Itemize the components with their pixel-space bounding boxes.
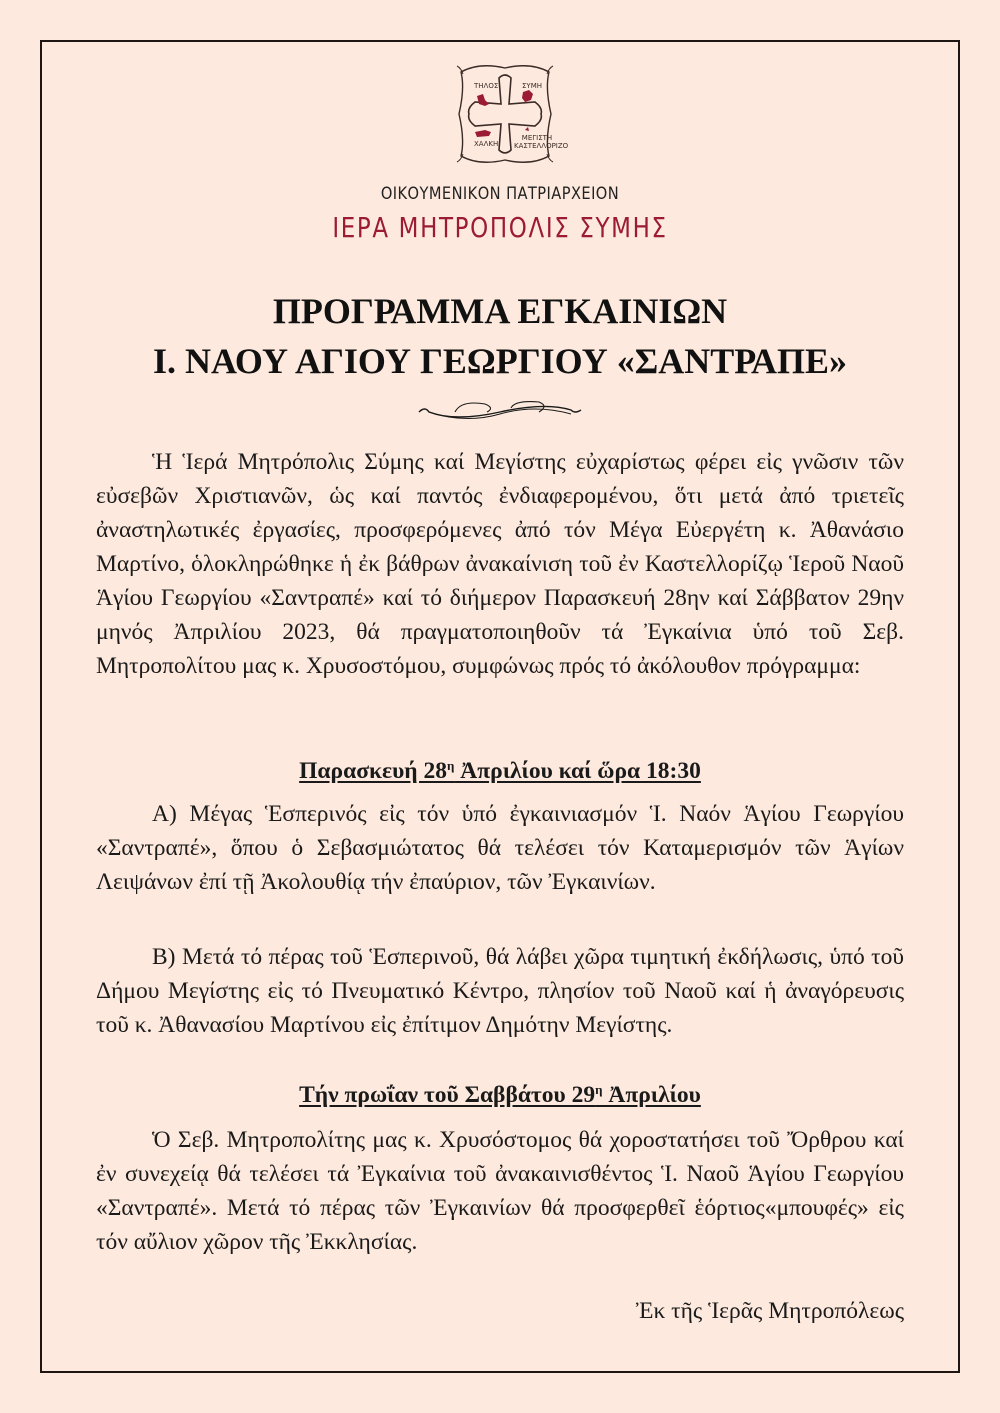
section2-heading <box>0 1082 1000 1109</box>
section2-text: Ὁ Σεβ. Μητροπολίτης μας κ. Χρυσόστομος θά χοροστατήσει τοῦ Ὄρθρου καί ἐν συνεχείᾳ θά τελέσει τά Ἐγκαίνια τοῦ ἀνακαινισθέντος Ἱ. Ναοῦ Ἁγίου Γεωργίου «Σαντραπέ». Μετά τό πέρας τῶν Ἐγκαινίων θά προσφερθεῖ ἑόρτιος«μπουφές» εἰς τόν αὔλιον χῶρον τῆς Ἐκκλησίας. <box>96 1127 904 1255</box>
flourish-divider-icon <box>415 396 585 424</box>
section1-heading <box>0 758 1000 785</box>
document-title-line1: ΠΡΟΓΡΑΜΜΑ ΕΓΚΑΙΝΙΩΝ <box>272 291 728 331</box>
section2-heading-text: Τήν πρωΐαν τοῦ Σαββάτου 29 <box>299 1082 596 1108</box>
emblem-label: ΤΗΛΟΣ <box>474 82 499 90</box>
emblem-label: ΜΕΓΙΣΤΗ ΚΑΣΤΕΛΛΟΡΙΖΟ <box>514 134 569 150</box>
item-b-text: Β) Μετά τό πέρας τοῦ Ἑσπερινοῦ, θά λάβει χῶρα τιμητική ἐκδήλωσις, ὑπό τοῦ Δήμου Μεγίστης εἰς τό Πνευματικό Κέντρο, πλησίον τοῦ Ναοῦ καί ἡ ἀναγόρευσις τοῦ κ. Ἀθανασίου Μαρτίνου εἰς ἐπίτιμον Δημότην Μεγίστης. <box>96 944 904 1038</box>
patriarchate-name: ΟΙΚΟΥΜΕΝΙΚΟΝ ΠΑΤΡΙΑΡΧΕΙΟΝ <box>380 184 620 204</box>
section2-heading-text-post: Ἀπριλίου <box>602 1082 701 1108</box>
section1-item-a <box>96 797 904 899</box>
section1-heading-sup: η <box>447 758 455 773</box>
intro-paragraph <box>96 445 904 683</box>
emblem-label: ΣΥΜΗ <box>522 82 543 90</box>
item-a-text: Α) Μέγας Ἑσπερινός εἰς τόν ὑπό ἐγκαινιασμόν Ἱ. Ναόν Ἁγίου Γεωργίου «Σαντραπέ», ὅπου ὁ Σεβασμιώτατος θά τελέσει τόν Καταμερισμόν τῶν Ἁγίων Λειψάνων ἐπί τῇ Ἀκολουθίᾳ τήν ἐπαύριον, τῶν Ἐγκαινίων. <box>96 801 904 895</box>
emblem-label: ΧΑΛΚΗ <box>474 140 499 148</box>
section1-heading-text: Παρασκευή 28 <box>299 758 448 784</box>
section2-heading-sup: η <box>595 1082 603 1097</box>
section1-item-b <box>96 940 904 1042</box>
document-title-line2: Ι. ΝΑΟΥ ΑΓΙΟΥ ΓΕΩΡΓΙΟΥ «ΣΑΝΤΡΑΠΕ» <box>153 341 847 381</box>
metropolis-name: ΙΕΡΑ ΜΗΤΡΟΠΟΛΙΣ ΣΥΜΗΣ <box>332 211 668 244</box>
signature: Ἐκ τῆς Ἱερᾶς Μητροπόλεως <box>635 1298 904 1324</box>
intro-text: Ἡ Ἱερά Μητρόπολις Σύμης καί Μεγίστης εὐχαρίστως φέρει εἰς γνῶσιν τῶν εὐσεβῶν Χριστιανῶν, ὡς καί παντός ἐνδιαφερομένου, ὅτι μετά ἀπό τριετεῖς ἀναστηλωτικές ἐργασίες, προσφερόμενες ἀπό τόν Μέγα Εὐεργέτη κ. Ἀθανάσιο Μαρτίνο, ὁλοκληρώθηκε ἡ ἐκ βάθρων ἀνακαίνιση τοῦ ἐν Καστελλορίζῳ Ἱεροῦ Ναοῦ Ἁγίου Γεωργίου «Σαντραπέ» καί τό διήμερον Παρασκευή 28ην καί Σάββατον 29ην μηνός Ἀπριλίου 2023, θά πραγματοποιηθοῦν τά Ἐγκαίνια ὑπό τοῦ Σεβ. Μητροπολίτου μας κ. Χρυσοστόμου, συμφώνως πρός τό ἀκόλουθον πρόγραμμα: <box>96 449 904 679</box>
section1-heading-text-post: Ἀπριλίου καί ὥρα 18:30 <box>454 758 701 784</box>
section2-paragraph <box>96 1123 904 1259</box>
cross-emblem-icon <box>449 58 569 170</box>
